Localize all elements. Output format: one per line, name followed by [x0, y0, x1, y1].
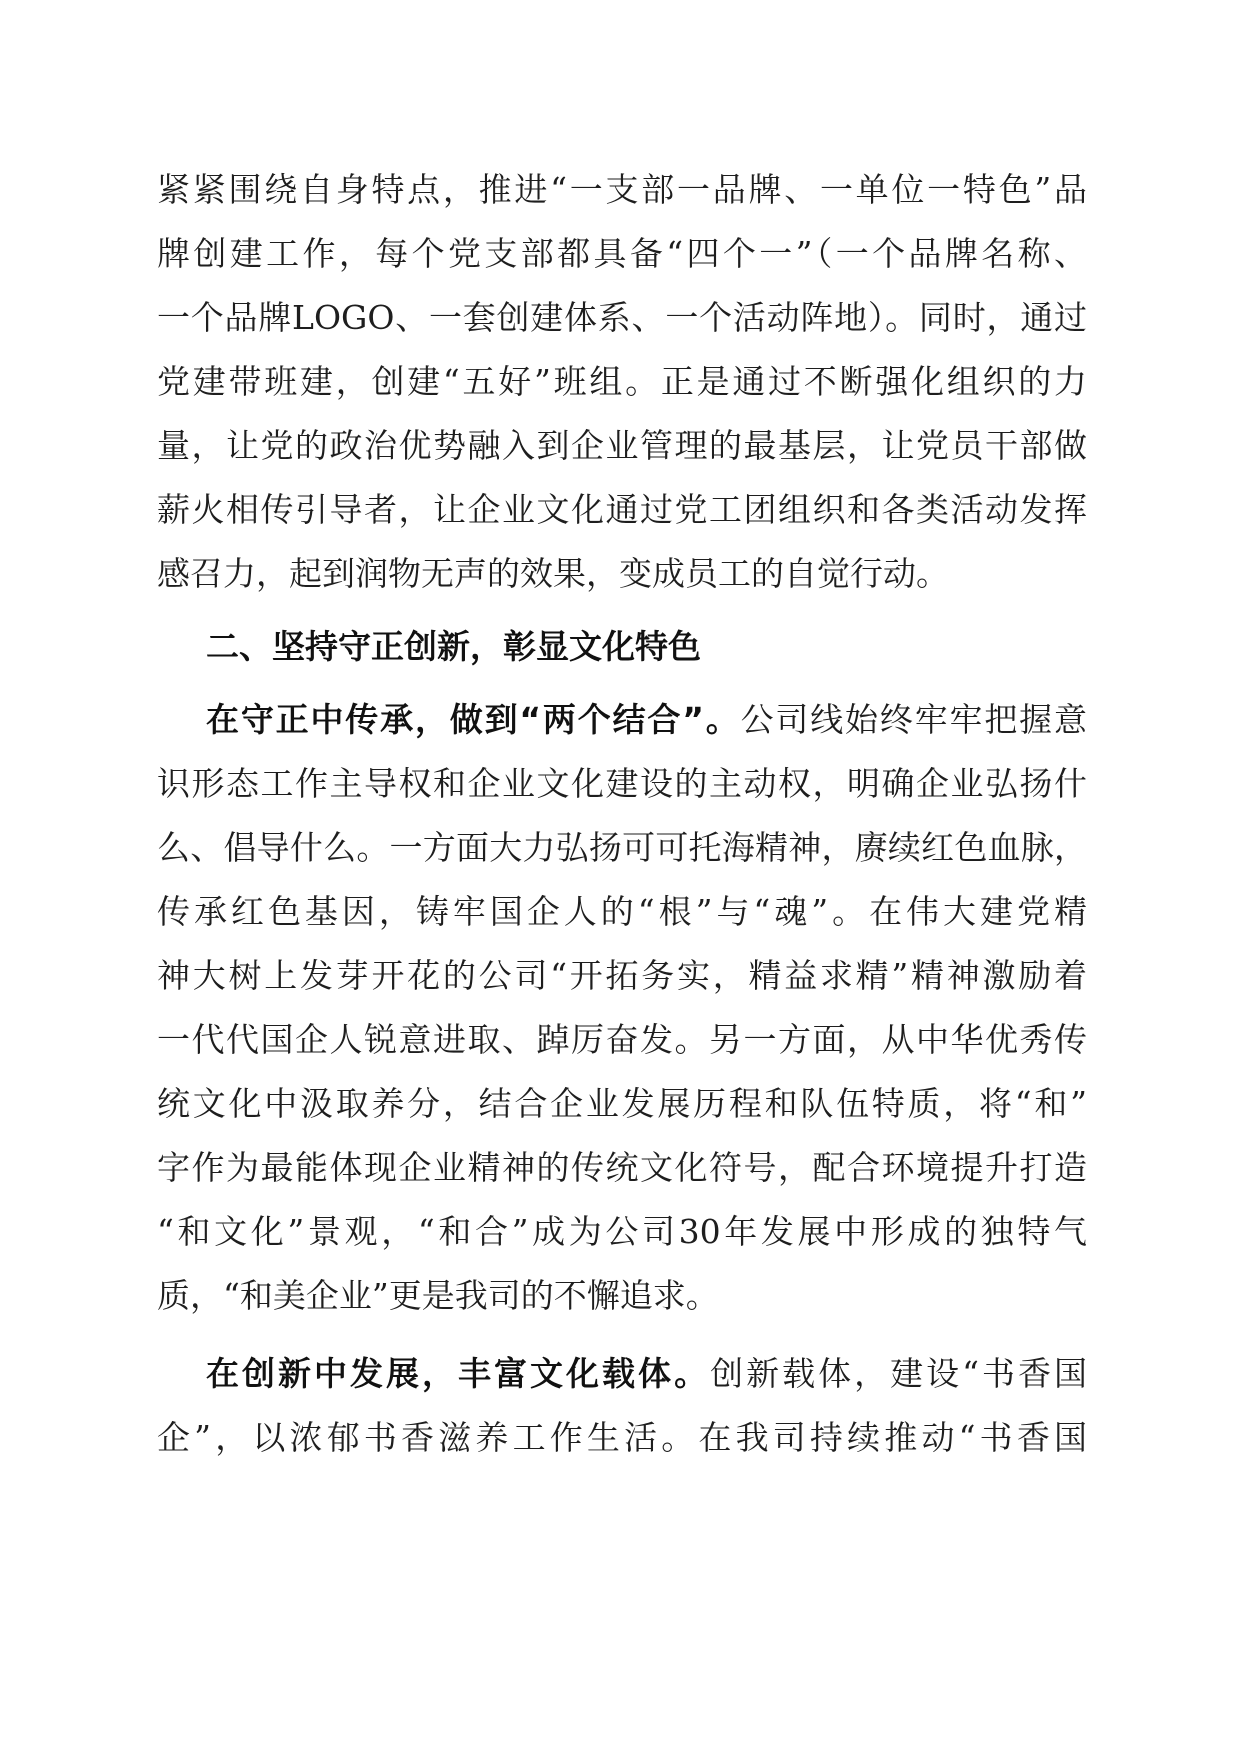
paragraph-line: 薪火相传引导者，让企业文化通过党工团组织和各类活动发挥: [157, 490, 1087, 529]
section-heading: 二、坚持守正创新，彰显文化特色: [206, 627, 701, 666]
paragraph-line: 牌创建工作，每个党支部都具备“四个一”（一个品牌名称、: [157, 234, 1087, 273]
paragraph-lead: 在创新中发展，丰富文化载体。: [206, 1354, 711, 1393]
paragraph-text: 创新载体，建设“书香国: [710, 1354, 1088, 1393]
paragraph-line: 紧紧围绕自身特点，推进“一支部一品牌、一单位一特色”品: [157, 170, 1087, 209]
paragraph-line: 么、倡导什么。一方面大力弘扬可可托海精神，赓续红色血脉，: [157, 828, 1087, 867]
paragraph-line: 企”，以浓郁书香滋养工作生活。在我司持续推动“书香国: [157, 1418, 1087, 1457]
paragraph-line: 质，“和美企业”更是我司的不懈追求。: [157, 1276, 719, 1315]
paragraph-line: 党建带班建，创建“五好”班组。正是通过不断强化组织的力: [157, 362, 1087, 401]
paragraph-first-line: [206, 1352, 1087, 1396]
paragraph-line: 量，让党的政治优势融入到企业管理的最基层，让党员干部做: [157, 426, 1087, 465]
paragraph-line: 识形态工作主导权和企业文化建设的主动权，明确企业弘扬什: [157, 764, 1087, 803]
paragraph-line: 字作为最能体现企业精神的传统文化符号，配合环境提升打造: [157, 1148, 1087, 1187]
paragraph-line: 神大树上发芽开花的公司“开拓务实，精益求精”精神激励着: [157, 956, 1087, 995]
paragraph-line: 传承红色基因，铸牢国企人的“根”与“魂”。在伟大建党精: [157, 892, 1087, 931]
paragraph-text: 公司线始终牢牢把握意: [740, 700, 1087, 739]
paragraph-line: 统文化中汲取养分，结合企业发展历程和队伍特质，将“和”: [157, 1084, 1087, 1123]
paragraph-lead: 在守正中传承，做到“两个结合”。: [206, 700, 741, 739]
paragraph-first-line: [206, 698, 1087, 742]
paragraph-line: 一代代国企人锐意进取、踔厉奋发。另一方面，从中华优秀传: [157, 1020, 1087, 1059]
paragraph-line: 感召力，起到润物无声的效果，变成员工的自觉行动。: [157, 554, 949, 593]
paragraph-line: 一个品牌LOGO、一套创建体系、一个活动阵地）。同时，通过: [157, 298, 1087, 337]
paragraph-line: “和文化”景观，“和合”成为公司30年发展中形成的独特气: [157, 1212, 1087, 1251]
